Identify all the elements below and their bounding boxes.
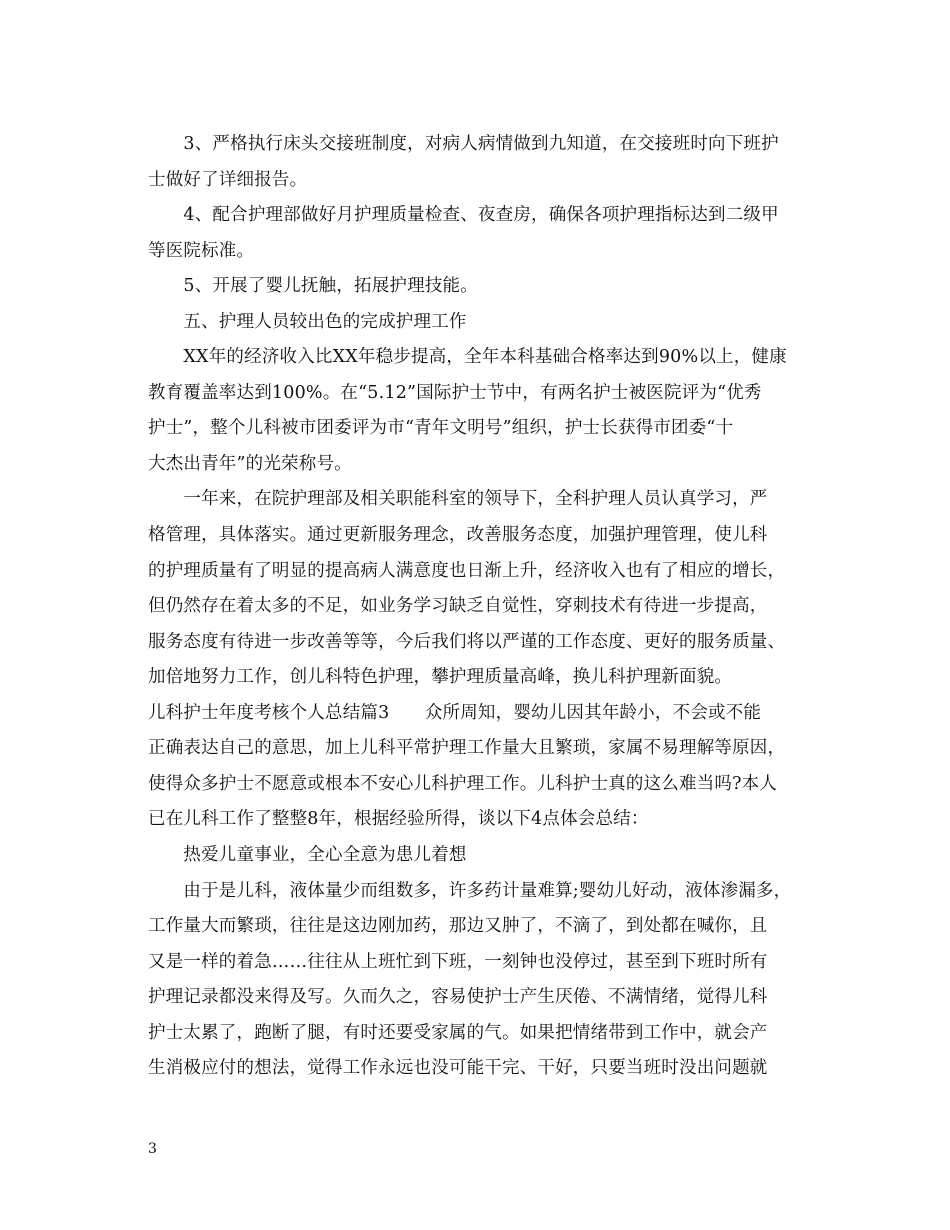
text-line: 护士”，整个儿科被市团委评为市“青年文明号”组织，护士长获得市团委“十 bbox=[148, 418, 734, 438]
text-line: 3、严格执行床头交接班制度，对病人病情做到九知道，在交接班时向下班护 bbox=[148, 134, 779, 154]
text-line: 正确表达自己的意思，加上儿科平常护理工作量大且繁琐，家属不易理解等原因， bbox=[148, 738, 786, 758]
text-line: 由于是儿科，液体量少而组数多，许多药计量难算;婴幼儿好动，液体渗漏多， bbox=[148, 881, 792, 901]
page-number: 3 bbox=[148, 1141, 157, 1157]
text-line: 已在儿科工作了整整8年，根据经验所得，谈以下4点体会总结： bbox=[148, 809, 649, 829]
text-line: 一年来，在院护理部及相关职能科室的领导下，全科护理人员认真学习，严 bbox=[148, 489, 768, 509]
text-line: 护理记录都没来得及写。久而久之，容易使护士产生厌倦、不满情绪，觉得儿科 bbox=[148, 987, 768, 1007]
text-line: 服务态度有待进一步改善等等，今后我们将以严谨的工作态度、更好的服务质量、 bbox=[148, 632, 786, 652]
text-line: 加倍地努力工作，创儿科特色护理，攀护理质量高峰，换儿科护理新面貌。 bbox=[148, 667, 733, 687]
text-line: 使得众多护士不愿意或根本不安心儿科护理工作。儿科护士真的这么难当吗?本人 bbox=[148, 774, 778, 794]
text-line: 的护理质量有了明显的提高病人满意度也日渐上升，经济收入也有了相应的增长， bbox=[148, 561, 786, 581]
text-line: 大杰出青年”的光荣称号。 bbox=[148, 454, 352, 474]
text-line: 格管理，具体落实。通过更新服务理念，改善服务态度，加强护理管理，使儿科 bbox=[148, 525, 768, 545]
article-title-line: 儿科护士年度考核个人总结篇3 众所周知，婴幼儿因其年龄小，不会或不能 bbox=[148, 703, 762, 723]
text-line: 士做好了详细报告。 bbox=[148, 170, 308, 190]
text-line: 护士太累了，跑断了腿，有时还要受家属的气。如果把情绪带到工作中，就会产 bbox=[148, 1023, 768, 1043]
section-heading: 五、护理人员较出色的完成护理工作 bbox=[148, 312, 467, 332]
text-line: 生消极应付的想法，觉得工作永远也没可能干完、干好，只要当班时没出问题就 bbox=[148, 1058, 768, 1078]
text-line: 5、开展了婴儿抚触，拓展护理技能。 bbox=[148, 276, 478, 296]
text-line: 工作量大而繁琐，往往是这边刚加药，那边又肿了，不滴了，到处都在喊你，且 bbox=[148, 916, 768, 936]
text-line: 4、配合护理部做好月护理质量检查、夜查房，确保各项护理指标达到二级甲 bbox=[148, 205, 779, 225]
text-line: 等医院标准。 bbox=[148, 241, 255, 261]
text-line: 又是一样的着急……往往从上班忙到下班，一刻钟也没停过，甚至到下班时所有 bbox=[148, 952, 768, 972]
text-line: XX年的经济收入比XX年稳步提高，全年本科基础合格率达到90%以上，健康 bbox=[148, 347, 787, 367]
section-heading: 热爱儿童事业，全心全意为患儿着想 bbox=[148, 845, 467, 865]
text-line: 教育覆盖率达到100%。在“5.12”国际护士节中，有两名护士被医院评为“优秀 bbox=[148, 383, 762, 403]
text-line: 但仍然存在着太多的不足，如业务学习缺乏自觉性，穿刺技术有待进一步提高， bbox=[148, 596, 768, 616]
